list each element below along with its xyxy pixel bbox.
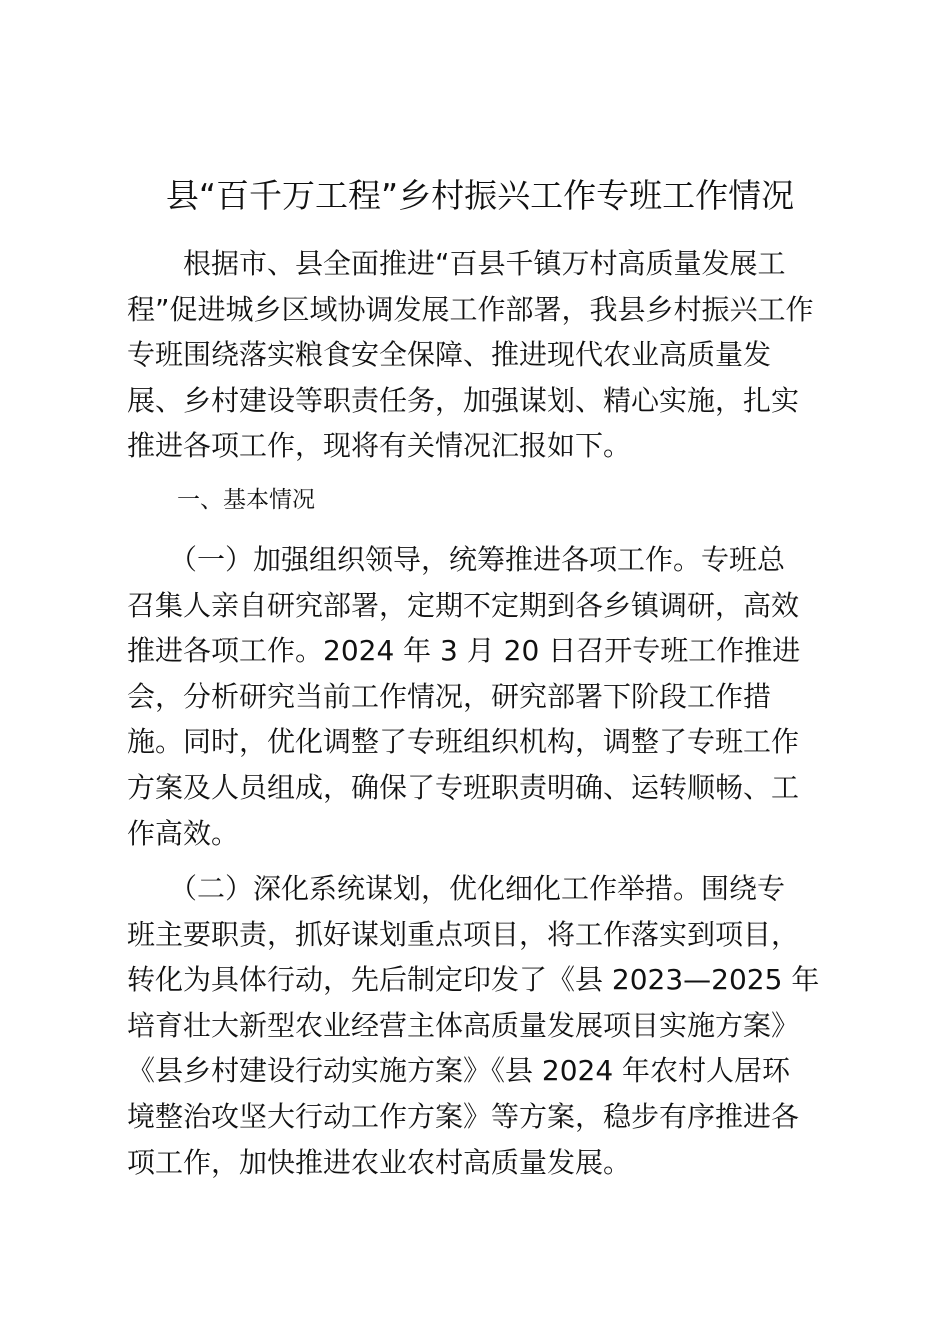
intro-line: 展、乡村建设等职责任务，加强谋划、精心实施，扎实	[127, 383, 800, 417]
intro-line: 根据市、县全面推进“百县千镇万村高质量发展工	[127, 247, 786, 280]
paragraph-organization	[127, 537, 837, 856]
paragraph-line: 推进各项工作。2024 年 3 月 20 日召开专班工作推进	[127, 634, 801, 668]
paragraph-line: 方案及人员组成，确保了专班职责明确、运转顺畅、工	[127, 770, 800, 804]
paragraph-line: 项工作，加快推进农业农村高质量发展。	[127, 1145, 632, 1179]
paragraph-line: 班主要职责，抓好谋划重点项目，将工作落实到项目，	[127, 917, 800, 951]
paragraph-line: 转化为具体行动，先后制定印发了《县 2023—2025 年	[127, 963, 820, 997]
intro-line: 推进各项工作，现将有关情况汇报如下。	[127, 429, 632, 463]
paragraph-line: （二）深化系统谋划，优化细化工作举措。围绕专	[127, 872, 786, 905]
paragraph-line: 会，分析研究当前工作情况，研究部署下阶段工作措	[127, 679, 772, 713]
document-title: 县“百千万工程”乡村振兴工作专班工作情况	[165, 176, 795, 215]
paragraph-line: 召集人亲自研究部署，定期不定期到各乡镇调研，高效	[127, 588, 800, 622]
paragraph-line: 《县乡村建设行动实施方案》《县 2024 年农村人居环	[127, 1054, 791, 1088]
intro-line: 专班围绕落实粮食安全保障、推进现代农业高质量发	[127, 338, 772, 372]
paragraph-line: 培育壮大新型农业经营主体高质量发展项目实施方案》	[127, 1008, 800, 1042]
intro-paragraph	[127, 241, 837, 469]
section-heading: 一、基本情况	[177, 487, 315, 513]
paragraph-planning	[127, 866, 837, 1185]
intro-line: 程”促进城乡区域协调发展工作部署，我县乡村振兴工作	[127, 292, 814, 326]
paragraph-line: 施。同时，优化调整了专班组织机构，调整了专班工作	[127, 725, 800, 759]
paragraph-line: 境整治攻坚大行动工作方案》等方案，稳步有序推进各	[127, 1099, 800, 1133]
paragraph-line: （一）加强组织领导，统筹推进各项工作。专班总	[127, 543, 786, 576]
paragraph-line: 作高效。	[127, 816, 240, 850]
